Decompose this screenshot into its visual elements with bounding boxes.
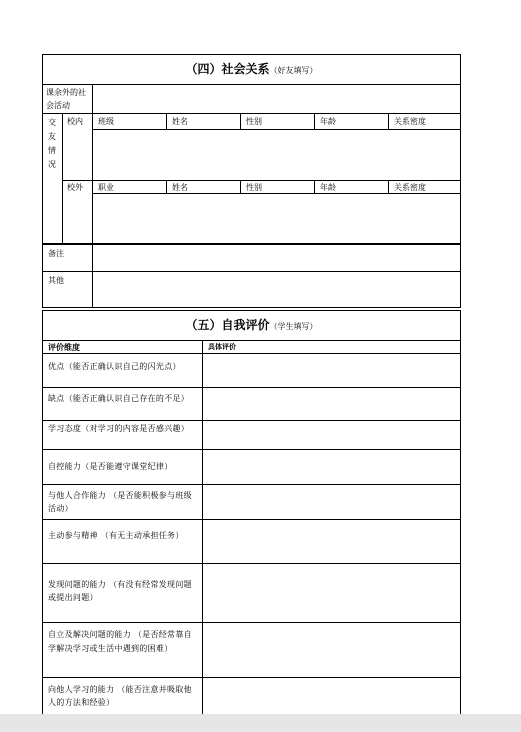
section4-title: （四）社会关系（好友填写）: [185, 62, 318, 76]
row-problem-finding: 发现问题的能力 （有没有经常发现问题或提出问题）: [48, 580, 192, 602]
border: [92, 84, 93, 307]
border: [42, 563, 461, 564]
row-problem-solving: 自立及解决问题的能力 （是否经常靠自学解决学习或生活中遇到的困难）: [48, 630, 192, 653]
row-learning-from-others: 向他人学习的能力 （能否注意并吸取他人的方法和经验）: [48, 685, 192, 707]
window-bottom-strip: [0, 714, 521, 732]
other-label: 其他: [48, 276, 64, 285]
notes-label: 备注: [48, 249, 64, 258]
border: [388, 113, 389, 130]
border: [314, 113, 315, 130]
header-age: 年龄: [320, 183, 336, 192]
header-name: 姓名: [172, 117, 188, 126]
border: [166, 180, 167, 194]
border: [42, 519, 461, 520]
border: [388, 180, 389, 194]
border: [42, 622, 461, 623]
border: [42, 677, 461, 678]
header-closeness: 关系密度: [394, 117, 426, 126]
header-detail: 具体评价: [208, 343, 236, 351]
header-closeness: 关系密度: [394, 183, 426, 192]
row-cooperation: 与他人合作能力 （是否能积极参与班级活动）: [48, 491, 192, 513]
border: [42, 54, 461, 55]
header-class: 班级: [98, 117, 114, 126]
border: [42, 449, 461, 450]
row-initiative: 主动参与精神 （有无主动承担任务）: [48, 531, 184, 540]
border: [240, 113, 241, 130]
border: [42, 420, 461, 421]
border: [42, 54, 43, 308]
border: [240, 180, 241, 194]
header-dimension: 评价维度: [48, 343, 80, 352]
section5-title: （五）自我评价（学生填写）: [185, 318, 318, 332]
border: [460, 54, 461, 308]
social-circle-label: 交 友 情 况: [48, 118, 56, 169]
border: [92, 129, 461, 130]
border: [460, 310, 461, 714]
border: [42, 310, 461, 311]
border: [42, 353, 461, 354]
border: [42, 243, 461, 245]
border: [42, 484, 461, 485]
header-gender: 性别: [246, 183, 262, 192]
border: [166, 113, 167, 130]
header-gender: 性别: [246, 117, 262, 126]
border: [314, 180, 315, 194]
out-school-label: 校外: [67, 183, 83, 192]
border: [42, 84, 461, 85]
header-occupation: 职业: [98, 183, 114, 192]
in-school-label: 校内: [67, 117, 83, 126]
border: [62, 180, 461, 181]
row-weaknesses: 缺点（能否正确认识自己存在的不足）: [48, 394, 190, 403]
border: [202, 340, 203, 714]
row-strengths: 优点（能否正确认识自己的闪光点）: [48, 362, 181, 371]
row-learning-attitude: 学习态度（对学习的内容是否感兴趣）: [48, 424, 190, 433]
border: [42, 113, 461, 114]
row-self-control: 自控能力（是否能遵守课堂纪律）: [48, 462, 173, 471]
activities-label: 课余外的社会活动: [46, 88, 86, 110]
border: [42, 340, 461, 341]
border: [92, 193, 461, 194]
border: [42, 271, 461, 272]
header-age: 年龄: [320, 117, 336, 126]
border: [42, 310, 43, 714]
border: [42, 307, 461, 308]
header-name: 姓名: [172, 183, 188, 192]
border: [62, 113, 63, 244]
border: [42, 387, 461, 388]
